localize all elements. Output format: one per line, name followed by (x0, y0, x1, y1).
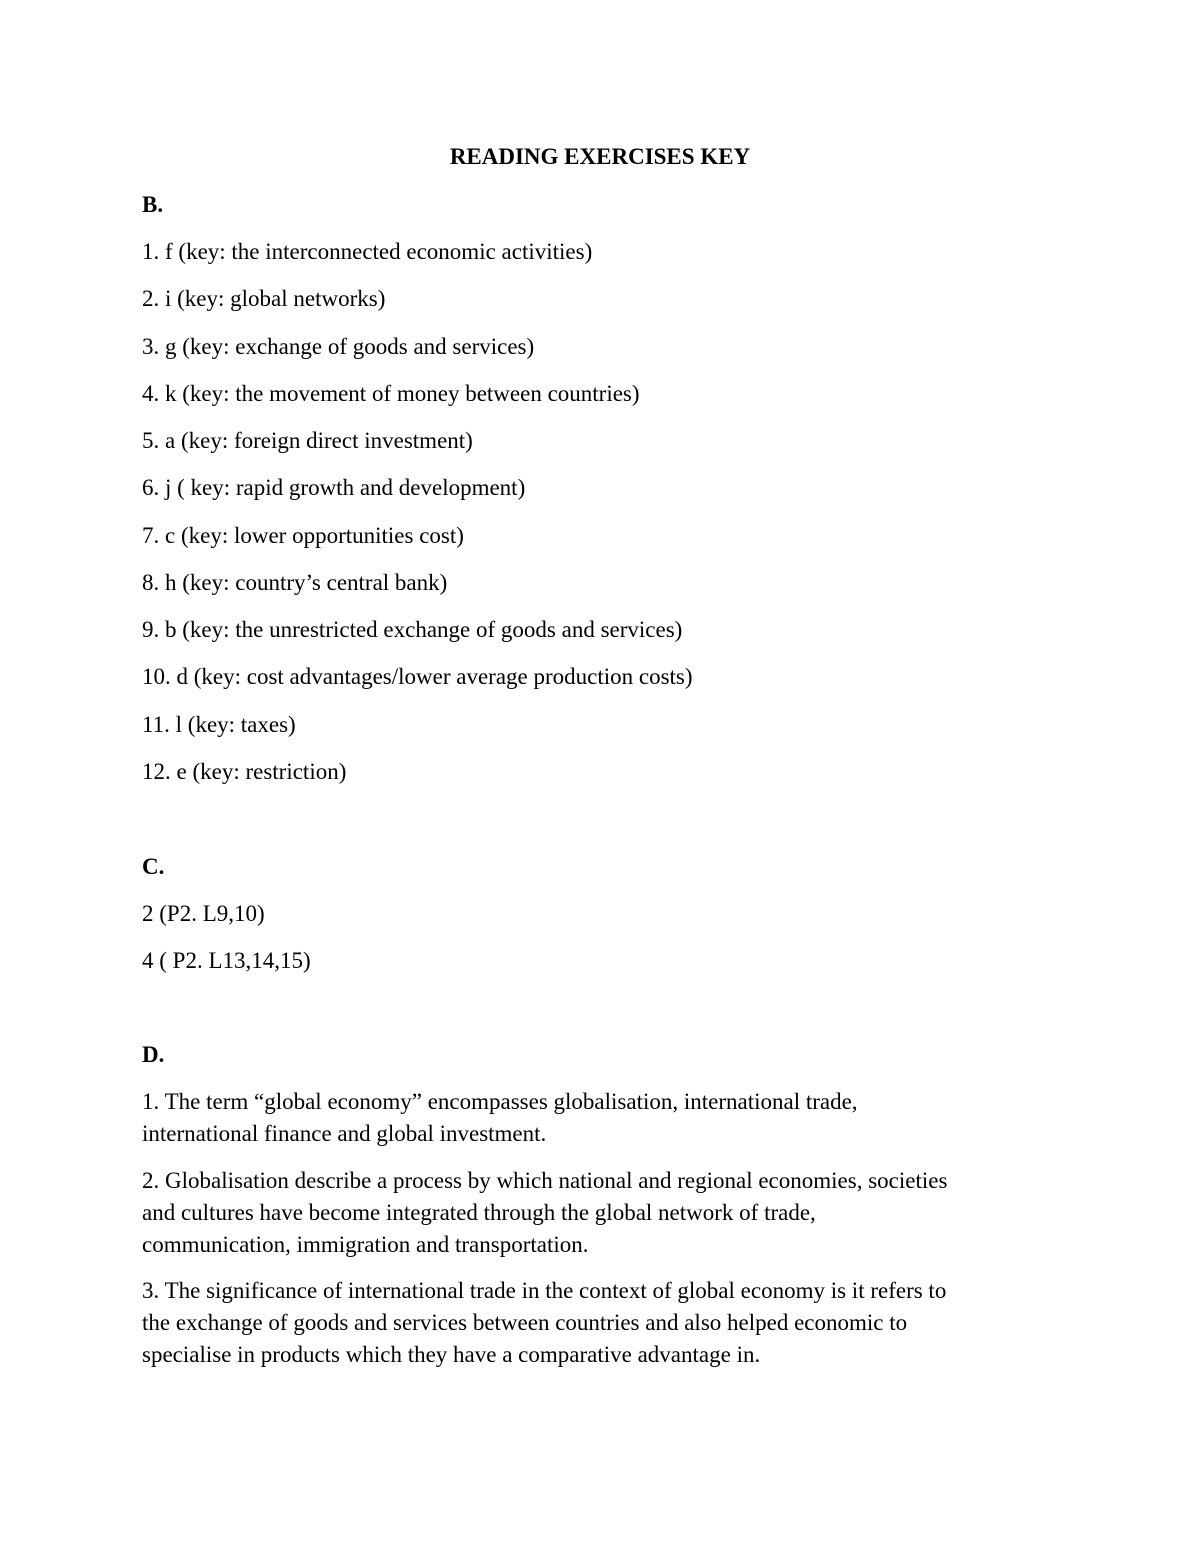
page-title: READING EXERCISES KEY (449, 144, 751, 169)
answer-d-3-line: specialise in products which they have a comparative advantage in. (142, 1342, 761, 1367)
answer-d-2-line: communication, immigration and transportation. (142, 1232, 589, 1257)
answer-b-2: 2. i (key: global networks) (142, 286, 386, 311)
answer-d-1-line: international finance and global investment. (142, 1121, 547, 1146)
answer-b-1: 1. f (key: the interconnected economic activities) (142, 239, 593, 264)
answer-c-1: 2 (P2. L9,10) (142, 901, 265, 926)
answer-b-7: 7. c (key: lower opportunities cost) (142, 523, 464, 548)
answer-b-8: 8. h (key: country’s central bank) (142, 570, 448, 595)
answer-c-2: 4 ( P2. L13,14,15) (142, 948, 311, 973)
answer-b-5: 5. a (key: foreign direct investment) (142, 428, 473, 453)
answer-d-2 (142, 1165, 1047, 1261)
answer-b-11: 11. l (key: taxes) (142, 712, 296, 737)
answer-d-3-line: 3. The significance of international trade in the context of global economy is it refers to (142, 1278, 947, 1303)
answer-b-3: 3. g (key: exchange of goods and services) (142, 334, 535, 359)
answer-d-2-line: 2. Globalisation describe a process by which national and regional economies, societies (142, 1168, 948, 1193)
section-b-heading: B. (142, 192, 164, 217)
answer-d-3-line: the exchange of goods and services between countries and also helped economic to (142, 1310, 908, 1335)
section-d-heading: D. (142, 1042, 165, 1067)
answer-d-1 (142, 1086, 1047, 1150)
answer-d-2-line: and cultures have become integrated through the global network of trade, (142, 1200, 816, 1225)
answer-d-1-line: 1. The term “global economy” encompasses globalisation, international trade, (142, 1089, 858, 1114)
answer-b-10: 10. d (key: cost advantages/lower average production costs) (142, 664, 693, 689)
answer-b-9: 9. b (key: the unrestricted exchange of goods and services) (142, 617, 683, 642)
section-c-heading: C. (142, 854, 165, 879)
answer-d-3 (142, 1275, 1047, 1371)
answer-b-4: 4. k (key: the movement of money between countries) (142, 381, 640, 406)
answer-b-12: 12. e (key: restriction) (142, 759, 347, 784)
answer-b-6: 6. j ( key: rapid growth and development) (142, 475, 526, 500)
